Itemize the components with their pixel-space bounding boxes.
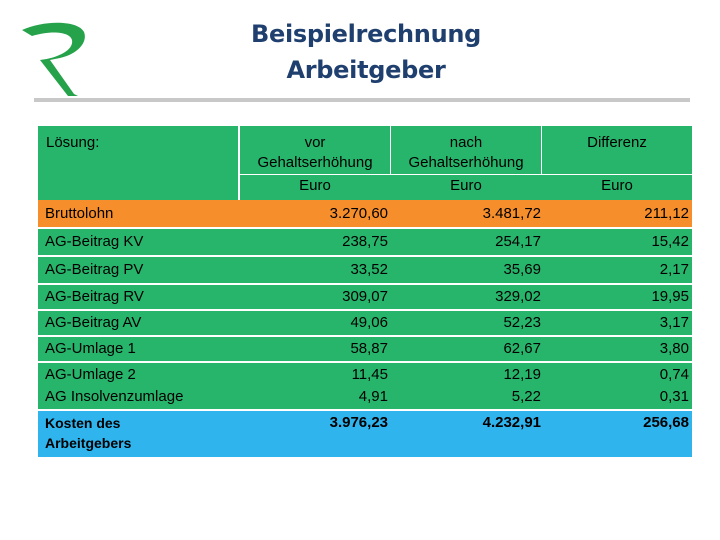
- row-label: Bruttolohn: [45, 205, 114, 222]
- row-label: AG-Umlage 2: [45, 366, 136, 383]
- r-logo-icon: [18, 20, 90, 98]
- loesung-label: Lösung:: [38, 126, 238, 200]
- value-vor: 3.976,23: [329, 414, 388, 431]
- row-label: AG-Beitrag KV: [45, 233, 144, 250]
- unit-label: Euro: [299, 177, 331, 194]
- value-diff: 0,74: [659, 366, 689, 383]
- table-row: [38, 257, 692, 283]
- unit-label: Euro: [450, 177, 482, 194]
- value-nach: 3.481,72: [482, 205, 541, 222]
- value-nach: 12,19: [503, 366, 541, 383]
- table-row: [38, 311, 692, 335]
- title-line-2: Arbeitgeber: [286, 56, 446, 84]
- header-divider: [240, 174, 692, 175]
- value-vor: 309,07: [342, 288, 388, 305]
- value-diff: 19,95: [651, 288, 689, 305]
- value-diff: 211,12: [644, 205, 689, 222]
- table-row: [38, 363, 692, 409]
- row-label: Kosten des: [45, 415, 121, 431]
- value-diff: 3,80: [659, 340, 689, 357]
- row-label: AG-Beitrag RV: [45, 288, 144, 305]
- row-label: AG-Beitrag PV: [45, 261, 144, 278]
- value-nach: 329,02: [495, 288, 541, 305]
- value-nach-2: 5,22: [511, 388, 541, 405]
- table-header: vor Gehaltserhöhung Euro nach Gehaltserhöhung Euro Differenz Euro: [240, 126, 692, 200]
- table-row-total: [38, 411, 692, 457]
- value-diff: 3,17: [659, 314, 689, 331]
- value-nach: 52,23: [503, 314, 541, 331]
- table-row: [38, 285, 692, 309]
- table-row: [38, 337, 692, 361]
- value-diff-2: 0,31: [659, 388, 689, 405]
- row-label-2: AG Insolvenzumlage: [45, 388, 184, 405]
- value-vor: 58,87: [350, 340, 388, 357]
- divider: [34, 98, 690, 102]
- title-line-1: Beispielrechnung: [250, 20, 482, 48]
- value-nach: 254,17: [495, 233, 541, 250]
- value-nach: 62,67: [503, 340, 541, 357]
- table-row-bruttolohn: [38, 200, 692, 228]
- value-diff: 15,42: [651, 233, 689, 250]
- page-title: [200, 16, 532, 88]
- row-label: AG-Beitrag AV: [45, 314, 142, 331]
- value-diff: 2,17: [659, 261, 689, 278]
- value-vor: 3.270,60: [329, 205, 388, 222]
- value-vor-2: 4,91: [358, 388, 388, 405]
- value-vor: 11,45: [351, 366, 388, 383]
- value-vor: 49,06: [350, 314, 388, 331]
- value-vor: 33,52: [350, 261, 388, 278]
- row-label-2: Arbeitgebers: [45, 435, 132, 451]
- value-nach: 4.232,91: [482, 414, 541, 431]
- unit-label: Euro: [601, 177, 633, 194]
- row-label: AG-Umlage 1: [45, 340, 136, 357]
- value-nach: 35,69: [503, 261, 541, 278]
- table-row: [38, 229, 692, 255]
- value-diff: 256,68: [643, 414, 689, 431]
- value-vor: 238,75: [342, 233, 388, 250]
